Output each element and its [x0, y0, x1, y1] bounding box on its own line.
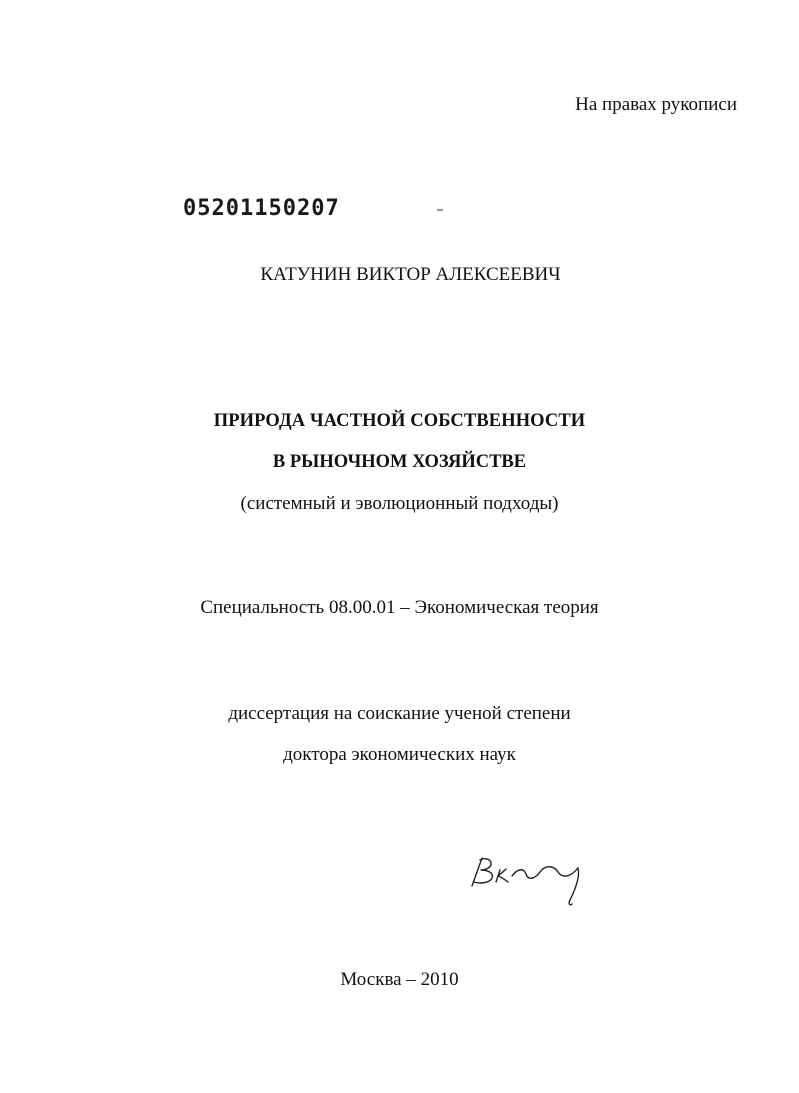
rights-note: На правах рукописи: [575, 94, 737, 115]
scan-speck: [437, 209, 443, 211]
city-year: Москва – 2010: [340, 969, 459, 990]
title-line-1: ПРИРОДА ЧАСТНОЙ СОБСТВЕННОСТИ: [213, 411, 586, 431]
title-line-2: В РЫНОЧНОМ ХОЗЯЙСТВЕ: [272, 452, 527, 472]
specialty: Специальность 08.00.01 – Экономическая теория: [200, 597, 599, 618]
degree-line-1: диссертация на соискание ученой степени: [228, 703, 571, 724]
author-name: КАТУНИН ВИКТОР АЛЕКСЕЕВИЧ: [260, 264, 561, 285]
registry-code: 05201150207: [183, 196, 340, 221]
handwritten-signature-icon: [466, 848, 596, 908]
degree-line-2: доктора экономических наук: [283, 744, 516, 765]
subtitle: (системный и эволюционный подходы): [240, 493, 559, 514]
